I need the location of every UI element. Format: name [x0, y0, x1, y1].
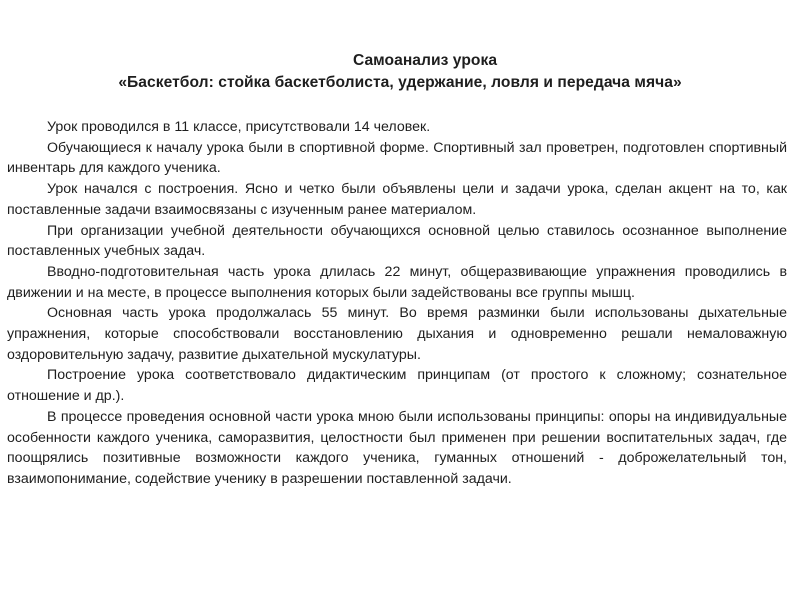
paragraph-principles-used: В процессе проведения основной части урока мною были использованы принципы: опоры на индивидуальные особенности каждого ученика, саморазвития, целостности был применен при решении воспитательных задач, где поощрялись позитивные возможности каждого ученика, гуманных отношений - доброжелательный тон, взаимопонимание, содействие ученику в разрешении поставленной задачи. — [7, 408, 787, 487]
paragraph-warmup-part: Вводно-подготовительная часть урока длилась 22 минут, общеразвивающие упражнения проводились в движении и на месте, в процессе выполнения которых были задействованы все группы мышц. — [7, 263, 787, 301]
paragraph-didactic-principles: Построение урока соответствовало дидактическим принципам (от простого к сложному; сознательное отношение и др.). — [7, 367, 787, 405]
paragraph-lesson-start: Урок начался с построения. Ясно и четко были объявлены цели и задачи урока, сделан акцент на то, как поставленные задачи взаимосвязаны с изученным ранее материалом. — [7, 181, 787, 218]
paragraph-attendance: Урок проводился в 11 классе, присутствовали 14 человек. — [47, 119, 431, 135]
paragraph-preparation: Обучающиеся к началу урока были в спортивной форме. Спортивный зал проветрен, подготовлен спортивный инвентарь для каждого ученика. — [7, 139, 787, 177]
title-lesson-topic: «Баскетбол: стойка баскетболиста, удержание, ловля и передача мяча» — [118, 74, 682, 91]
title-heading: Самоанализ урока — [352, 52, 498, 69]
document-title — [0, 50, 800, 94]
paragraph-main-part: Основная часть урока продолжалась 55 минут. Во время разминки были использованы дыхательные упражнения, которые способствовали восстановлению дыхания и одновременно решали немаловажную оздоровительную задачу, развитие дыхательной мускулатуры. — [7, 305, 787, 363]
paragraph-organization: При организации учебной деятельности обучающихся основной целью ставилось осознанное выполнение поставленных учебных задач. — [7, 222, 787, 260]
document-body — [7, 117, 787, 490]
